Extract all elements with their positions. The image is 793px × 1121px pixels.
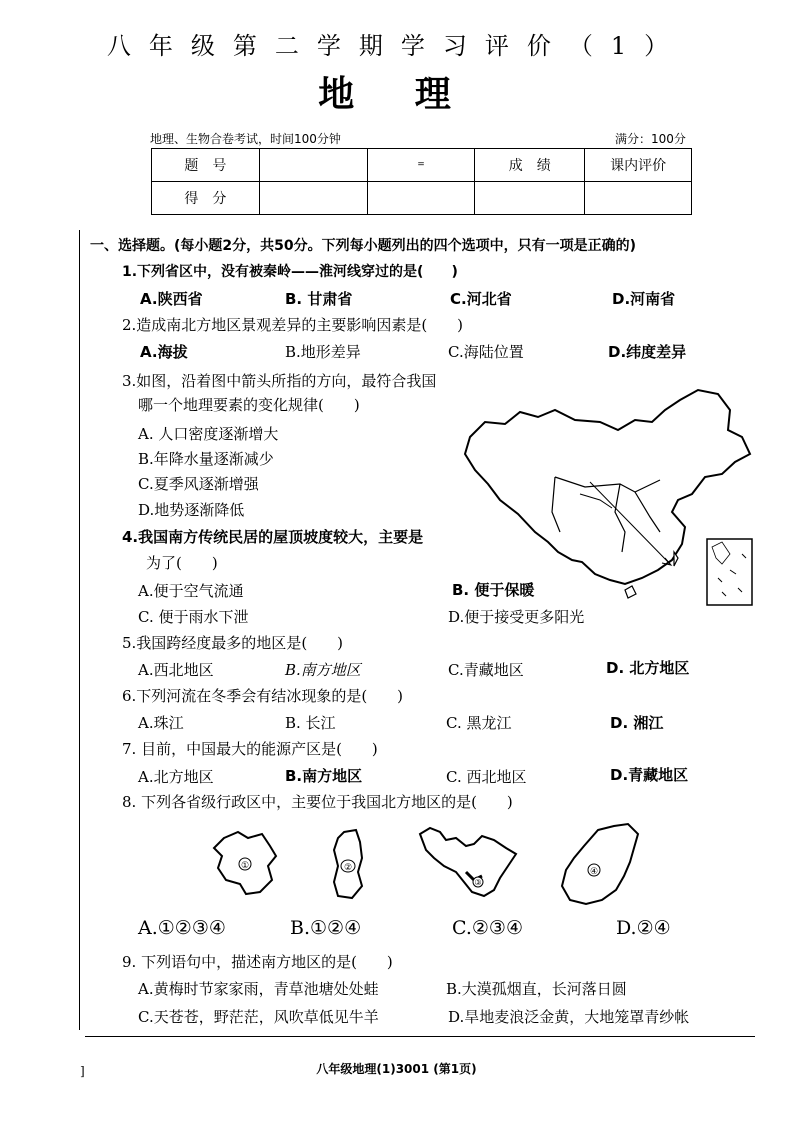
- q9-option-a[interactable]: A.黄梅时节家家雨，青草池塘处处蛙: [138, 980, 379, 998]
- section-heading: 一、选择题。(每小题2分，共50分。下列每小题列出的四个选项中，只有一项是正确的): [90, 238, 637, 254]
- q5-option-c[interactable]: C.青藏地区: [448, 661, 524, 679]
- exam-note: 地理、生物合卷考试，时间100分钟: [150, 132, 341, 146]
- score-cell[interactable]: [585, 182, 692, 215]
- province-shape-1: [210, 828, 282, 900]
- q4-option-c[interactable]: C. 便于雨水下泄: [138, 608, 249, 626]
- province-label-2: ②: [343, 863, 353, 873]
- score-cell: 成 绩: [475, 149, 585, 182]
- q8-option-d[interactable]: D.②④: [616, 917, 671, 939]
- footer-divider: [85, 1036, 755, 1037]
- q6-option-c[interactable]: C. 黑龙江: [446, 714, 512, 732]
- q7-option-b[interactable]: B.南方地区: [285, 767, 363, 785]
- province-label-4: ④: [589, 867, 599, 877]
- question-3-stem-line1: 3.如图，沿着图中箭头所指的方向，最符合我国: [122, 372, 437, 390]
- score-table-row: [152, 182, 692, 215]
- score-table: [151, 148, 692, 215]
- q1-option-b[interactable]: B. 甘肃省: [285, 290, 353, 308]
- q6-option-b[interactable]: B. 长江: [285, 714, 336, 732]
- question-6-stem: 6.下列河流在冬季会有结冰现象的是( ): [122, 687, 404, 705]
- question-1-stem: 1.下列省区中，没有被秦岭——淮河线穿过的是( ): [122, 264, 458, 280]
- q5-option-d[interactable]: D. 北方地区: [606, 659, 690, 677]
- page-footer: 八年级地理(1)3001 (第1页): [316, 1062, 477, 1076]
- q4-option-d[interactable]: D.便于接受更多阳光: [448, 608, 585, 626]
- score-cell: 题 号: [152, 149, 260, 182]
- score-cell: 课内评价: [585, 149, 692, 182]
- province-label-1: ①: [240, 861, 250, 871]
- q8-option-b[interactable]: B.①②④: [290, 917, 362, 939]
- question-4-stem-line2: 为了( ): [146, 554, 218, 572]
- question-4-stem-line1: 4.我国南方传统民居的屋顶坡度较大，主要是: [122, 528, 424, 546]
- score-cell[interactable]: [367, 182, 475, 215]
- score-table-row: [152, 149, 692, 182]
- question-7-stem: 7. 目前，中国最大的能源产区是( ): [122, 740, 378, 758]
- margin-line: [79, 230, 80, 1030]
- q7-option-c[interactable]: C. 西北地区: [446, 768, 527, 786]
- footer-mark: ]: [80, 1064, 85, 1078]
- q9-option-d[interactable]: D.旱地麦浪泛金黄，大地笼罩青纱帐: [448, 1008, 690, 1026]
- q9-option-c[interactable]: C.天苍苍，野茫茫，风吹草低见牛羊: [138, 1008, 379, 1026]
- q8-option-c[interactable]: C.②③④: [452, 917, 523, 939]
- q2-option-d[interactable]: D.纬度差异: [608, 343, 687, 361]
- q4-option-b[interactable]: B. 便于保暖: [452, 581, 535, 599]
- q5-option-a[interactable]: A.西北地区: [138, 661, 214, 679]
- question-2-stem: 2.造成南北方地区景观差异的主要影响因素是( ): [122, 316, 464, 334]
- q9-option-b[interactable]: B.大漠孤烟直，长河落日圆: [446, 980, 627, 998]
- score-cell[interactable]: [475, 182, 585, 215]
- question-3-stem-line2: 哪一个地理要素的变化规律( ): [138, 396, 360, 414]
- question-9-stem: 9. 下列语句中，描述南方地区的是( ): [122, 953, 393, 971]
- full-score: 满分：100分: [615, 132, 686, 146]
- q3-option-d[interactable]: D.地势逐渐降低: [138, 501, 245, 519]
- question-5-stem: 5.我国跨经度最多的地区是( ): [122, 634, 344, 652]
- province-shape-4: [558, 820, 644, 908]
- q3-option-c[interactable]: C.夏季风逐渐增强: [138, 475, 259, 493]
- q3-option-b[interactable]: B.年降水量逐渐减少: [138, 450, 274, 468]
- q7-option-d[interactable]: D.青藏地区: [610, 766, 689, 784]
- q1-option-c[interactable]: C.河北省: [450, 290, 512, 308]
- q4-option-a[interactable]: A.便于空气流通: [138, 582, 244, 600]
- q3-option-a[interactable]: A. 人口密度逐渐增大: [138, 425, 279, 443]
- q5-option-b[interactable]: B.南方地区: [285, 661, 361, 679]
- province-label-3: ③: [474, 878, 482, 887]
- score-cell: [259, 149, 367, 182]
- china-map-figure: [460, 382, 756, 610]
- q8-option-a[interactable]: A.①②③④: [138, 917, 226, 939]
- q7-option-a[interactable]: A.北方地区: [138, 768, 214, 786]
- q1-option-d[interactable]: D.河南省: [612, 290, 676, 308]
- q2-option-c[interactable]: C.海陆位置: [448, 343, 524, 361]
- q2-option-a[interactable]: A.海拔: [140, 343, 188, 361]
- score-cell: =: [367, 149, 475, 182]
- province-shape-3: [416, 822, 522, 902]
- q6-option-a[interactable]: A.珠江: [138, 714, 184, 732]
- score-cell[interactable]: [259, 182, 367, 215]
- q6-option-d[interactable]: D. 湘江: [610, 714, 664, 732]
- subject-title: 地 理: [318, 74, 475, 115]
- province-shape-2: [328, 826, 368, 904]
- q1-option-a[interactable]: A.陕西省: [140, 290, 203, 308]
- score-cell: 得 分: [152, 182, 260, 215]
- question-8-stem: 8. 下列各省级行政区中，主要位于我国北方地区的是( ): [122, 793, 513, 811]
- exam-title: 八年级第二学期学习评价（1）: [106, 32, 687, 60]
- q2-option-b[interactable]: B.地形差异: [285, 343, 361, 361]
